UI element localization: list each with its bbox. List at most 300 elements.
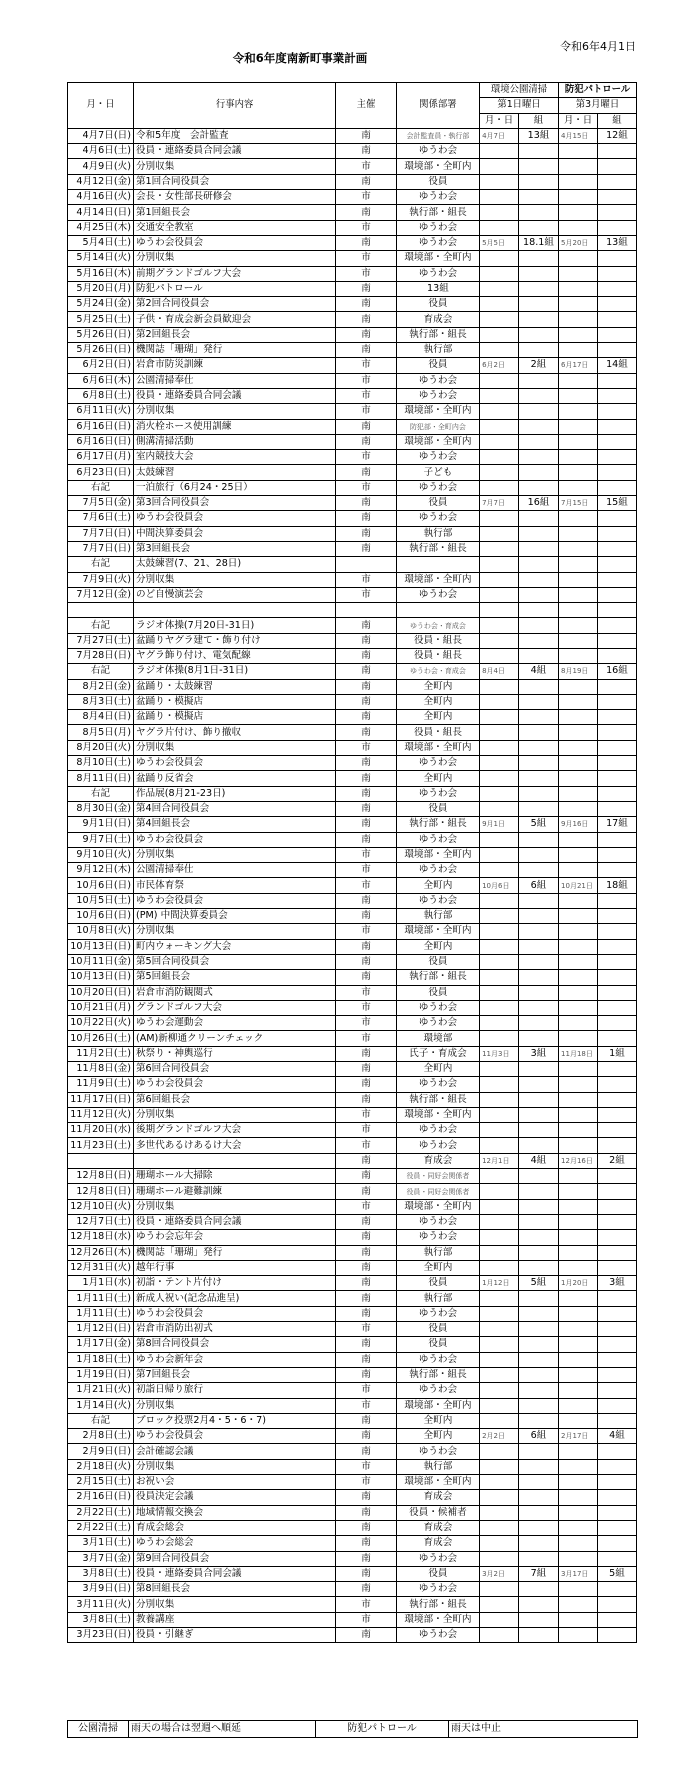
table-row (68, 740, 637, 755)
row-park-date (480, 985, 519, 1000)
row-patrol-group (597, 1612, 636, 1627)
table-row (68, 1000, 637, 1015)
row-date: 9月7日(土) (68, 832, 134, 847)
row-park-date (480, 1169, 519, 1184)
table-row (68, 1062, 637, 1077)
row-event (133, 1153, 335, 1168)
table-row (68, 220, 637, 235)
row-dept: 執行部・組長 (396, 970, 479, 985)
row-patrol-group: 12組 (597, 128, 636, 143)
table-row (68, 450, 637, 465)
row-host: 市 (336, 863, 397, 878)
row-event: 第4回組長会 (133, 817, 335, 832)
row-patrol-date (559, 220, 598, 235)
row-park-group (519, 434, 559, 449)
row-event: 公園清掃奉仕 (133, 863, 335, 878)
row-dept: ゆうわ会 (396, 235, 479, 250)
row-patrol-date: 7月15日 (559, 496, 598, 511)
row-patrol-group (597, 327, 636, 342)
row-patrol-date (559, 1582, 598, 1597)
row-park-date: 2月2日 (480, 1429, 519, 1444)
row-park-group: 5組 (519, 817, 559, 832)
table-row (68, 434, 637, 449)
row-patrol-date (559, 740, 598, 755)
row-park-date (480, 404, 519, 419)
row-park-date (480, 1475, 519, 1490)
row-park-date (480, 1260, 519, 1275)
row-park-group (519, 557, 559, 572)
row-dept: 環境部・全町内 (396, 847, 479, 862)
row-park-date (480, 924, 519, 939)
row-event: 機関誌「珊瑚」発行 (133, 343, 335, 358)
row-patrol-group (597, 1475, 636, 1490)
row-park-group (519, 1230, 559, 1245)
table-row (68, 1260, 637, 1275)
row-host: 南 (336, 970, 397, 985)
row-park-group (519, 1383, 559, 1398)
row-date: 7月7日(日) (68, 526, 134, 541)
row-park-group: 5組 (519, 1276, 559, 1291)
row-event: 役員・連絡委員合同会議 (133, 144, 335, 159)
row-event: 教養講座 (133, 1612, 335, 1627)
row-dept: 全町内 (396, 939, 479, 954)
row-park-date (480, 419, 519, 434)
row-event: 盆踊りヤグラ建て・飾り付け (133, 633, 335, 648)
table-row (68, 679, 637, 694)
row-event: ゆうわ会運動会 (133, 1016, 335, 1031)
row-park-group (519, 1077, 559, 1092)
row-event: 分別収集 (133, 251, 335, 266)
row-host: 南 (336, 756, 397, 771)
row-park-group (519, 1490, 559, 1505)
row-park-date (480, 373, 519, 388)
row-dept: 環境部・全町内 (396, 1612, 479, 1627)
row-park-date (480, 1597, 519, 1612)
row-event: 前期グランドゴルフ大会 (133, 266, 335, 281)
row-date: 2月22日(土) (68, 1505, 134, 1520)
row-patrol-group (597, 1444, 636, 1459)
row-dept: ゆうわ会 (396, 863, 479, 878)
row-park-date (480, 1077, 519, 1092)
row-park-date (480, 1000, 519, 1015)
table-row (68, 847, 637, 862)
header-park-group: 組 (519, 113, 559, 128)
row-date: 11月12日(火) (68, 1107, 134, 1122)
row-host: 南 (336, 648, 397, 663)
row-park-date (480, 587, 519, 602)
footer-notes (67, 1720, 637, 1738)
row-date: 8月5日(月) (68, 725, 134, 740)
row-patrol-date (559, 1551, 598, 1566)
row-host: 市 (336, 1031, 397, 1046)
row-date: 2月18日(火) (68, 1459, 134, 1474)
row-dept: 執行部 (396, 1291, 479, 1306)
row-dept: 育成会 (396, 312, 479, 327)
row-patrol-group (597, 1169, 636, 1184)
table-row (68, 1123, 637, 1138)
row-event: 初詣・テント片付け (133, 1276, 335, 1291)
table-row (68, 281, 637, 296)
row-event: ゆうわ会役員会 (133, 1306, 335, 1321)
row-patrol-date (559, 786, 598, 801)
row-host: 南 (336, 419, 397, 434)
row-dept: 役員 (396, 954, 479, 969)
row-host: 南 (336, 128, 397, 143)
row-host: 南 (336, 281, 397, 296)
row-park-group (519, 1184, 559, 1199)
header-date: 月・日 (68, 83, 134, 129)
row-dept: 執行部・組長 (396, 205, 479, 220)
row-dept: 執行部・組長 (396, 327, 479, 342)
row-park-group (519, 1062, 559, 1077)
row-event: 市民体育祭 (133, 878, 335, 893)
row-park-date: 4月7日 (480, 128, 519, 143)
row-park-date (480, 526, 519, 541)
row-event: 盆踊り・太鼓練習 (133, 679, 335, 694)
row-event: 役員・引継ぎ (133, 1627, 335, 1642)
row-host: 南 (336, 1077, 397, 1092)
row-event: 防犯パトロール (133, 281, 335, 296)
row-patrol-group (597, 1352, 636, 1367)
row-host: 南 (336, 939, 397, 954)
row-patrol-group (597, 1627, 636, 1642)
row-host: 南 (336, 909, 397, 924)
row-dept: 役員・候補者 (396, 1505, 479, 1520)
table-row (68, 1077, 637, 1092)
row-park-group (519, 343, 559, 358)
row-date: 5月14日(火) (68, 251, 134, 266)
row-park-date (480, 679, 519, 694)
table-row (68, 541, 637, 556)
row-date: 1月12日(日) (68, 1322, 134, 1337)
table-row (68, 1536, 637, 1551)
row-park-group (519, 144, 559, 159)
row-patrol-group (597, 1123, 636, 1138)
row-patrol-date (559, 174, 598, 189)
row-park-group (519, 511, 559, 526)
row-dept: 環境部・全町内 (396, 572, 479, 587)
row-event: 分別収集 (133, 847, 335, 862)
row-park-group (519, 679, 559, 694)
row-patrol-group (597, 511, 636, 526)
row-host: 市 (336, 1612, 397, 1627)
row-date: 右記 (68, 664, 134, 679)
row-patrol-group (597, 1016, 636, 1031)
row-dept: 全町内 (396, 878, 479, 893)
row-date: 4月7日(日) (68, 128, 134, 143)
row-park-date (480, 251, 519, 266)
table-row (68, 801, 637, 816)
row-date: 9月10日(火) (68, 847, 134, 862)
row-park-group (519, 1000, 559, 1015)
row-dept: 育成会 (396, 1490, 479, 1505)
footer-park-label: 公園清掃 (68, 1721, 129, 1738)
row-host: 南 (336, 1367, 397, 1382)
row-host: 市 (336, 1016, 397, 1031)
row-event: 岩倉市消防観閲式 (133, 985, 335, 1000)
row-patrol-date (559, 388, 598, 403)
row-park-group (519, 450, 559, 465)
row-date: 3月11日(火) (68, 1597, 134, 1612)
row-date: 10月20日(日) (68, 985, 134, 1000)
row-date: 11月8日(金) (68, 1062, 134, 1077)
row-event: ゆうわ会役員会 (133, 893, 335, 908)
row-park-group (519, 1199, 559, 1214)
row-event: 会計確認会議 (133, 1444, 335, 1459)
row-date: 6月2日(日) (68, 358, 134, 373)
row-dept: 執行部・組長 (396, 1597, 479, 1612)
row-park-date (480, 648, 519, 663)
row-date: 5月4日(土) (68, 235, 134, 250)
row-host: 市 (336, 1475, 397, 1490)
row-event: 室内競技大会 (133, 450, 335, 465)
table-row (68, 970, 637, 985)
row-dept: 13組 (396, 281, 479, 296)
row-park-date (480, 1383, 519, 1398)
row-patrol-date (559, 327, 598, 342)
row-date: 10月13日(日) (68, 970, 134, 985)
row-park-group (519, 1551, 559, 1566)
row-park-group (519, 251, 559, 266)
row-patrol-date (559, 404, 598, 419)
row-date: 6月17日(月) (68, 450, 134, 465)
row-patrol-date (559, 1459, 598, 1474)
row-dept: ゆうわ会・育成会 (396, 618, 479, 633)
row-patrol-date: 12月16日 (559, 1153, 598, 1168)
row-park-date (480, 756, 519, 771)
row-park-group (519, 725, 559, 740)
table-row (68, 725, 637, 740)
row-patrol-group (597, 970, 636, 985)
row-park-date (480, 1123, 519, 1138)
row-patrol-date (559, 465, 598, 480)
row-host: 市 (336, 1199, 397, 1214)
row-patrol-group: 13組 (597, 235, 636, 250)
row-dept: ゆうわ会 (396, 266, 479, 281)
row-patrol-group: 4組 (597, 1429, 636, 1444)
row-host: 南 (336, 1582, 397, 1597)
row-patrol-date: 3月17日 (559, 1566, 598, 1581)
row-park-date (480, 572, 519, 587)
table-row (68, 235, 637, 250)
row-event: 秋祭り・神輿巡行 (133, 1046, 335, 1061)
row-dept: 環境部・全町内 (396, 434, 479, 449)
row-host: 南 (336, 1062, 397, 1077)
row-dept: 氏子・育成会 (396, 1046, 479, 1061)
row-patrol-date (559, 893, 598, 908)
header-patrol: 防犯パトロール (559, 83, 637, 98)
row-date: 11月9日(土) (68, 1077, 134, 1092)
row-host: 南 (336, 1214, 397, 1229)
row-patrol-group (597, 281, 636, 296)
row-event: 第8回合同役員会 (133, 1337, 335, 1352)
row-dept: 役員 (396, 985, 479, 1000)
row-park-date (480, 1062, 519, 1077)
row-patrol-date (559, 281, 598, 296)
row-host: 南 (336, 893, 397, 908)
row-event: 分別収集 (133, 1107, 335, 1122)
row-park-date (480, 205, 519, 220)
row-dept: ゆうわ会 (396, 1383, 479, 1398)
row-patrol-group (597, 1077, 636, 1092)
row-host: 南 (336, 511, 397, 526)
row-dept: 会計監査員・執行部 (396, 128, 479, 143)
row-patrol-date (559, 190, 598, 205)
row-host: 南 (336, 618, 397, 633)
row-date: 6月16日(日) (68, 434, 134, 449)
row-patrol-group (597, 1490, 636, 1505)
table-row (68, 1352, 637, 1367)
row-park-date (480, 893, 519, 908)
row-dept: 役員 (396, 801, 479, 816)
row-event: 第3回組長会 (133, 541, 335, 556)
row-patrol-date (559, 526, 598, 541)
table-row (68, 358, 637, 373)
row-patrol-date (559, 1016, 598, 1031)
row-patrol-group (597, 1306, 636, 1321)
row-date: 8月11日(日) (68, 771, 134, 786)
row-patrol-date (559, 480, 598, 495)
row-park-group (519, 1413, 559, 1428)
row-host: 南 (336, 174, 397, 189)
row-host: 南 (336, 144, 397, 159)
row-date: 4月6日(土) (68, 144, 134, 159)
row-park-group (519, 1214, 559, 1229)
row-park-group (519, 1536, 559, 1551)
row-host: 市 (336, 266, 397, 281)
row-park-group (519, 220, 559, 235)
row-patrol-group: 16組 (597, 664, 636, 679)
row-event: ゆうわ会忘年会 (133, 1230, 335, 1245)
row-patrol-date (559, 205, 598, 220)
row-park-date (480, 1413, 519, 1428)
row-park-group: 6組 (519, 878, 559, 893)
row-patrol-date (559, 144, 598, 159)
row-patrol-group (597, 343, 636, 358)
row-park-date (480, 1337, 519, 1352)
table-row (68, 1429, 637, 1444)
row-host: 南 (336, 832, 397, 847)
row-park-date (480, 1107, 519, 1122)
row-dept: 環境部・全町内 (396, 1199, 479, 1214)
row-patrol-date (559, 1169, 598, 1184)
row-date: 8月3日(土) (68, 694, 134, 709)
table-row (68, 587, 637, 602)
row-event: ゆうわ会役員会 (133, 1077, 335, 1092)
row-park-group (519, 603, 559, 618)
row-date: 3月8日(土) (68, 1566, 134, 1581)
row-date: 1月21日(火) (68, 1383, 134, 1398)
row-host: 市 (336, 1459, 397, 1474)
row-dept: ゆうわ会 (396, 388, 479, 403)
row-patrol-group (597, 1260, 636, 1275)
row-dept: 執行部・組長 (396, 817, 479, 832)
row-park-group (519, 281, 559, 296)
row-patrol-group (597, 1520, 636, 1535)
row-patrol-date (559, 159, 598, 174)
row-patrol-group (597, 1536, 636, 1551)
row-park-group (519, 756, 559, 771)
row-patrol-group (597, 572, 636, 587)
table-row (68, 465, 637, 480)
table-row (68, 1199, 637, 1214)
row-dept: 環境部・全町内 (396, 404, 479, 419)
row-event: 側溝清掃活動 (133, 434, 335, 449)
row-event: 第2回合同役員会 (133, 297, 335, 312)
row-patrol-date: 6月17日 (559, 358, 598, 373)
table-row (68, 190, 637, 205)
table-row (68, 771, 637, 786)
row-dept: ゆうわ会 (396, 1077, 479, 1092)
row-event: 一泊旅行（6月24・25日） (133, 480, 335, 495)
row-patrol-date (559, 970, 598, 985)
row-date (68, 1153, 134, 1168)
row-park-date: 7月7日 (480, 496, 519, 511)
row-patrol-date (559, 572, 598, 587)
row-event: 分別収集 (133, 159, 335, 174)
row-dept: ゆうわ会 (396, 1230, 479, 1245)
row-patrol-group (597, 526, 636, 541)
row-dept: 役員 (396, 1566, 479, 1581)
row-dept: 全町内 (396, 1260, 479, 1275)
row-dept: ゆうわ会 (396, 144, 479, 159)
row-host: 市 (336, 1597, 397, 1612)
row-park-group (519, 174, 559, 189)
row-patrol-group (597, 1214, 636, 1229)
row-patrol-date (559, 1000, 598, 1015)
row-park-date: 8月4日 (480, 664, 519, 679)
row-patrol-group (597, 1413, 636, 1428)
row-host: 南 (336, 786, 397, 801)
row-host: 南 (336, 1260, 397, 1275)
row-event (133, 603, 335, 618)
row-host: 南 (336, 1153, 397, 1168)
row-host: 市 (336, 358, 397, 373)
row-patrol-group (597, 312, 636, 327)
row-park-date: 6月2日 (480, 358, 519, 373)
row-patrol-group (597, 801, 636, 816)
row-patrol-group (597, 541, 636, 556)
row-patrol-group (597, 1597, 636, 1612)
row-park-group: 7組 (519, 1566, 559, 1581)
row-event: 第6回合同役員会 (133, 1062, 335, 1077)
row-host: 南 (336, 1627, 397, 1642)
row-patrol-date (559, 450, 598, 465)
row-dept: 育成会 (396, 1153, 479, 1168)
row-patrol-group (597, 832, 636, 847)
row-event: 盆踊り・模擬店 (133, 694, 335, 709)
header-third-monday: 第3月曜日 (559, 98, 637, 113)
row-patrol-date (559, 801, 598, 816)
row-patrol-group (597, 771, 636, 786)
row-patrol-group (597, 694, 636, 709)
row-patrol-group (597, 1291, 636, 1306)
row-date: 11月2日(土) (68, 1046, 134, 1061)
table-row (68, 128, 637, 143)
row-dept: 役員 (396, 297, 479, 312)
row-date: 1月1日(水) (68, 1276, 134, 1291)
row-patrol-date (559, 1214, 598, 1229)
row-dept: 役員・同好会関係者 (396, 1169, 479, 1184)
row-park-group: 4組 (519, 664, 559, 679)
row-date: 2月16日(日) (68, 1490, 134, 1505)
row-date: 9月12日(木) (68, 863, 134, 878)
row-event: ゆうわ会役員会 (133, 235, 335, 250)
row-event: 第5回合同役員会 (133, 954, 335, 969)
row-host: 南 (336, 541, 397, 556)
row-host: 南 (336, 1505, 397, 1520)
row-patrol-group (597, 480, 636, 495)
